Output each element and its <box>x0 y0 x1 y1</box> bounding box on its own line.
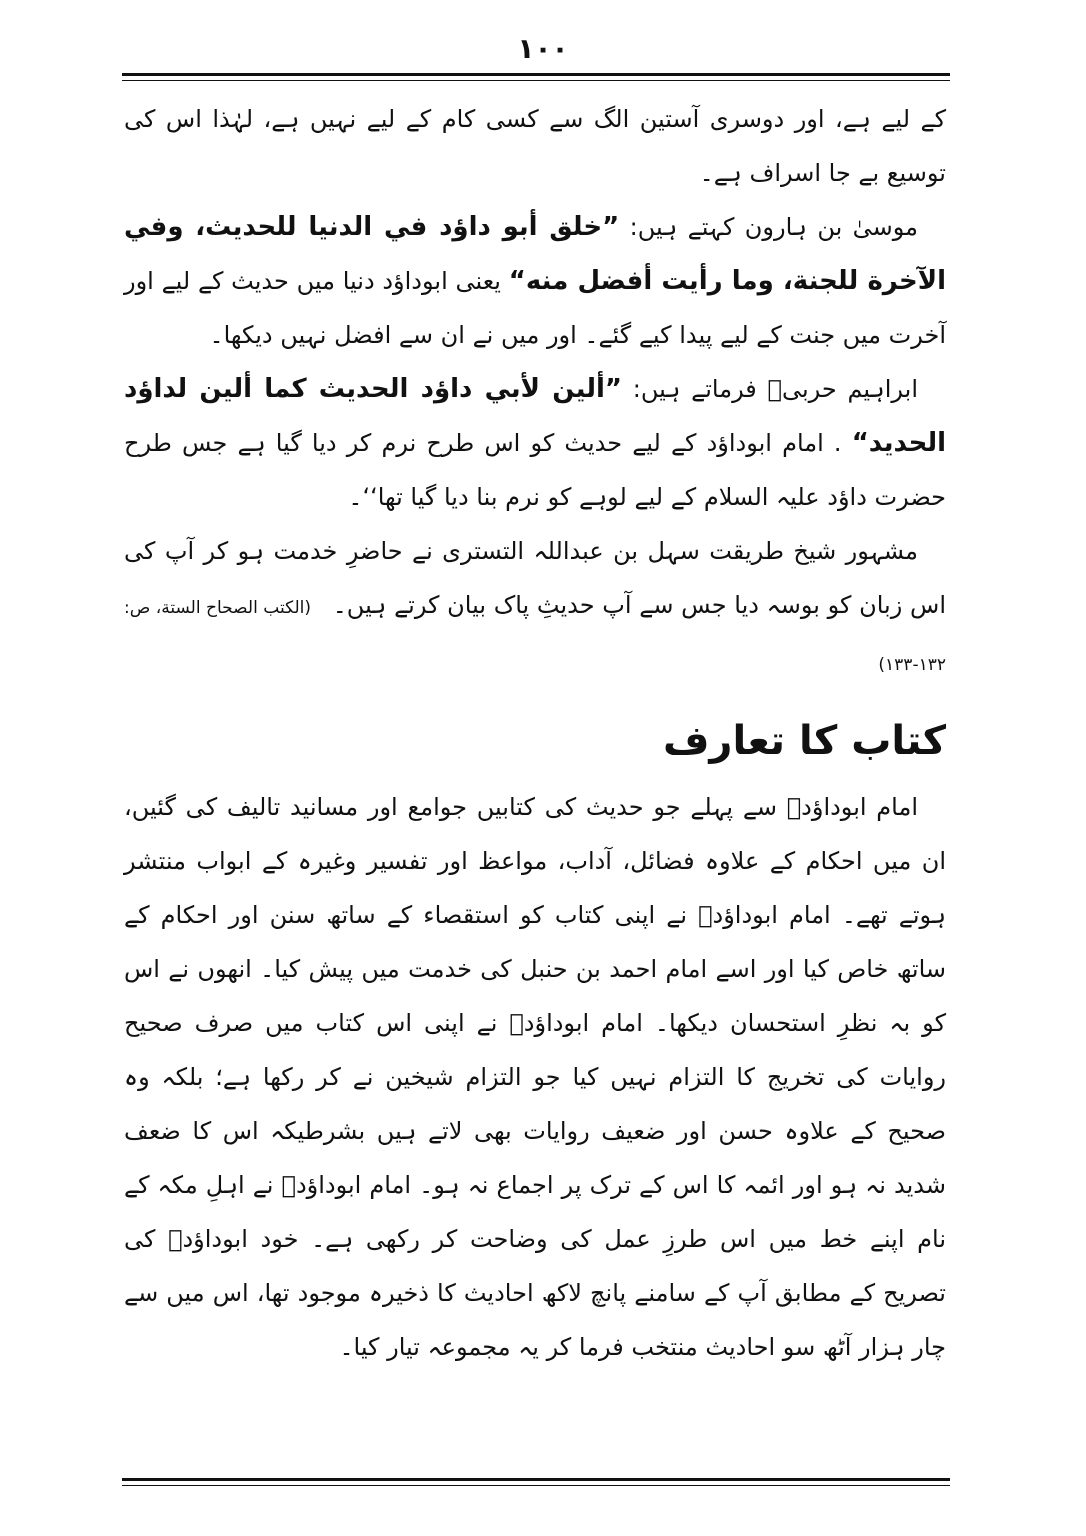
paragraph-musa-quote <box>124 200 946 362</box>
top-rule <box>122 73 950 81</box>
page-number: ١٠٠ <box>517 32 569 65</box>
paragraph-harbi-quote <box>124 362 946 524</box>
paragraph-tustari <box>124 524 946 692</box>
quote-intro: ابراہیم حربیؒ فرماتے ہیں: <box>632 375 918 403</box>
paragraph-text: مشہور شیخ طریقت سہل بن عبداللہ التستری نے حاضرِ خدمت ہو کر آپ کی اس زبان کو بوسہ دیا جس سے آپ حدیثِ پاک بیان کرتے ہیں۔ <box>124 537 946 619</box>
arabic-quote: ”خلق أبو داؤد في الدنيا للحديث، وفي الآخرة للجنة، وما رأيت أفضل منه“ <box>124 212 946 296</box>
arabic-quote: ”ألين لأبي داؤد الحديث كما ألين لداؤد الحديد“ <box>124 374 946 458</box>
bottom-rule <box>122 1478 950 1486</box>
section-paragraph: امام ابوداؤدؒ سے پہلے جو حدیث کی کتابیں جوامع اور مسانید تالیف کی گئیں، ان میں احکام کے علاوہ فضائل، آداب، مواعظ اور تفسیر وغیرہ کے ابواب منتشر ہوتے تھے۔ امام ابوداؤدؒ نے اپنی کتاب کو استقصاء کے ساتھ سنن اور احکام کے ساتھ خاص کیا اور اسے امام احمد بن حنبل کی خدمت میں پیش کیا۔ انھوں نے اس کو بہ نظرِ استحسان دیکھا۔ امام ابوداؤدؒ نے اپنی اس کتاب میں صرف صحیح روایات کی تخریج کا التزام نہیں کیا جو التزام شیخین نے کر رکھا ہے؛ بلکہ وہ صحیح کے علاوہ حسن اور ضعیف روایات بھی لاتے ہیں بشرطیکہ اس کا ضعف شدید نہ ہو اور ائمہ کا اس کے ترک پر اجماع نہ ہو۔ امام ابوداؤدؒ نے اہلِ مکہ کے نام اپنے خط میں اس طرزِ عمل کی وضاحت کر رکھی ہے۔ خود ابوداؤدؒ کی تصریح کے مطابق آپ کے سامنے پانچ لاکھ احادیث کا ذخیرہ موجود تھا، اس میں سے چار ہزار آٹھ سو احادیث منتخب فرما کر یہ مجموعہ تیار کیا۔ <box>124 793 947 1361</box>
quote-translation: . امام ابوداؤد کے لیے حدیث کو اس طرح نرم کر دیا گیا ہے جس طرح حضرت داؤد علیہ السلام کے لیے لوہے کو نرم بنا دیا گیا تھا‘‘۔ <box>124 429 946 511</box>
citation: (الکتب الصحاح الستة، ص: ۱۳۲-۱۳۳) <box>124 598 946 675</box>
page-body <box>124 92 946 1374</box>
paragraph-continuation: کے لیے ہے، اور دوسری آستین الگ سے کسی کام کے لیے نہیں ہے، لہٰذا اس کی توسیع بے جا اسراف ہے۔ <box>124 105 946 187</box>
quote-translation: یعنی ابوداؤد دنیا میں حدیث کے لیے اور آخرت میں جنت کے لیے پیدا کیے گئے۔ اور میں نے ان سے افضل نہیں دیکھا۔ <box>124 267 946 349</box>
quote-intro: موسیٰ بن ہارون کہتے ہیں: <box>629 213 918 241</box>
section-heading: کتاب کا تعارف <box>662 718 946 764</box>
